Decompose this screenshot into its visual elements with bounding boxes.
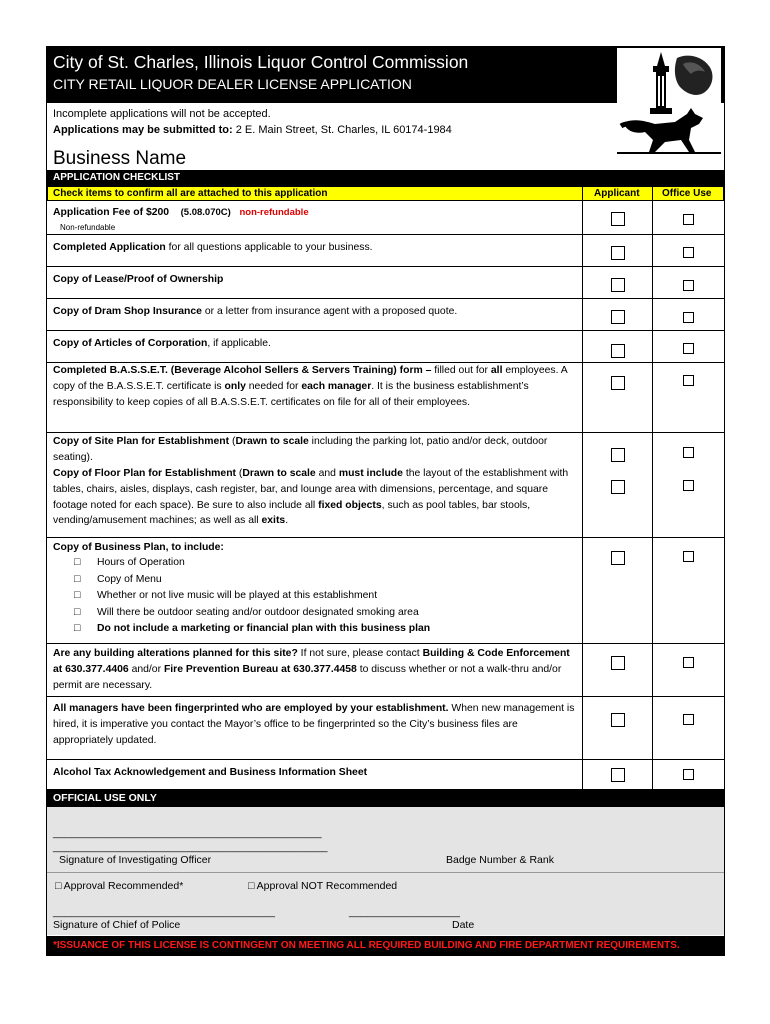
completed-application-title: Completed Application xyxy=(53,242,166,253)
office-checkbox-site-plan[interactable] xyxy=(683,447,694,458)
submit-address: 2 E. Main Street, St. Charles, IL 60174-1984 xyxy=(235,124,452,136)
floor-plan-title: Copy of Floor Plan for Establishment xyxy=(53,468,237,479)
official-use-heading: OFFICIAL USE ONLY xyxy=(53,792,157,804)
applicant-column-header: Applicant xyxy=(594,188,640,199)
row-divider xyxy=(47,537,724,538)
badge-signature-line[interactable]: _______________________________________________ xyxy=(53,841,328,853)
business-plan-item-label: Copy of Menu xyxy=(97,574,162,585)
floor-plan-emphasis: must include xyxy=(338,468,403,479)
site-plan-title: Copy of Site Plan for Establishment xyxy=(53,436,230,447)
site-plan-text: including the parking lot, patio and/or deck, outdoor seating). xyxy=(53,436,548,463)
row-divider xyxy=(47,298,724,299)
business-plan-item xyxy=(74,555,185,571)
date-line[interactable]: ___________________ xyxy=(349,906,460,918)
basset-row xyxy=(53,363,578,410)
applicant-checkbox-articles[interactable] xyxy=(611,344,625,358)
dram-shop-row xyxy=(53,304,578,320)
floor-plan-emphasis: fixed objects xyxy=(318,499,382,511)
alcohol-tax-row xyxy=(53,765,578,781)
submit-address-note xyxy=(53,124,452,136)
date-label: Date xyxy=(452,919,475,931)
completed-application-desc: for all questions applicable to your business. xyxy=(165,242,373,253)
floor-plan-emphasis: Drawn to scale xyxy=(242,468,316,479)
applicant-checkbox-floor-plan[interactable] xyxy=(611,480,625,494)
completed-application-row xyxy=(53,240,578,256)
fee-title: Application Fee of $200 xyxy=(53,207,170,218)
business-plan-item xyxy=(74,621,430,637)
form-subtitle: CITY RETAIL LIQUOR DEALER LICENSE APPLICATION xyxy=(53,76,412,92)
business-plan-row xyxy=(53,540,578,556)
column-divider xyxy=(652,201,653,789)
basset-text: needed for xyxy=(245,380,302,392)
form-title: City of St. Charles, Illinois Liquor Control Commission xyxy=(53,52,469,72)
fingerprint-row xyxy=(53,701,578,748)
row-divider xyxy=(47,266,724,267)
fingerprint-title: All managers have been fingerprinted who are employed by your establishment. xyxy=(53,703,449,714)
basset-emphasis: all xyxy=(490,365,503,376)
office-checkbox-business-plan[interactable] xyxy=(683,551,694,562)
checklist-heading: APPLICATION CHECKLIST xyxy=(53,172,181,183)
alterations-row xyxy=(53,646,578,693)
row-divider xyxy=(47,696,724,697)
basset-text: filled out for xyxy=(431,365,491,376)
fee-code: (5.08.070C) xyxy=(180,207,231,218)
bullet-checkbox-icon: □ xyxy=(74,623,81,634)
business-plan-item-label: Do not include a marketing or financial plan with this business plan xyxy=(97,623,431,634)
fee-row xyxy=(53,205,578,221)
applicant-checkbox-site-plan[interactable] xyxy=(611,448,625,462)
city-seal-logo xyxy=(617,48,721,164)
office-checkbox-fee[interactable] xyxy=(683,214,694,225)
dram-shop-desc: or a letter from insurance agent with a proposed quote. xyxy=(201,306,458,317)
approval-not-recommended-option[interactable]: □ Approval NOT Recommended xyxy=(248,880,398,892)
office-checkbox-basset[interactable] xyxy=(683,375,694,386)
fee-nonrefundable-note: Non-refundable xyxy=(60,223,116,232)
bullet-checkbox-icon: □ xyxy=(74,607,81,618)
applicant-checkbox-fee[interactable] xyxy=(611,212,625,226)
approval-recommended-option[interactable]: □ Approval Recommended* xyxy=(55,880,184,892)
office-checkbox-dram-shop[interactable] xyxy=(683,312,694,323)
badge-number-label: Badge Number & Rank xyxy=(446,854,554,866)
officer-signature-line[interactable]: ______________________________________________ xyxy=(53,827,322,839)
bullet-checkbox-icon: □ xyxy=(74,590,81,601)
alterations-phone-building: Building & Code Enforcement at 630.377.4406 xyxy=(53,648,570,675)
articles-row xyxy=(53,336,578,352)
issuance-notice: *ISSUANCE OF THIS LICENSE IS CONTINGENT ON MEETING ALL REQUIRED BUILDING AND FIRE DEPARTMENT REQUIREMENTS. xyxy=(53,940,680,951)
office-checkbox-alterations[interactable] xyxy=(683,657,694,668)
office-checkbox-fingerprint[interactable] xyxy=(683,714,694,725)
floor-plan-row xyxy=(53,466,578,529)
floor-plan-text: ( xyxy=(236,468,243,479)
basset-text: . It is the business establishment’s responsibility to keep copies of all B.A.S.S.E.T. certificates on file for all of their employees. xyxy=(53,380,529,408)
business-plan-item-label: Hours of Operation xyxy=(97,557,185,568)
fingerprint-text: When new management is hired, it is imperative you contact the Mayor’s office to be fingerprinted so the City’s business files are appropriately updated. xyxy=(53,703,575,746)
basset-emphasis: only xyxy=(224,380,246,392)
articles-desc: , if applicable. xyxy=(207,338,271,349)
business-plan-item-label: Whether or not live music will be played at this establishment xyxy=(97,590,378,601)
submit-label: Applications may be submitted to: xyxy=(53,124,233,136)
business-plan-title: Copy of Business Plan, to include: xyxy=(53,542,224,553)
alterations-text: If not sure, please contact xyxy=(297,648,423,659)
bullet-checkbox-icon: □ xyxy=(74,574,81,585)
floor-plan-text: the layout of the establishment with tables, chairs, aisles, displays, cash register, bar, and lounge area with dimensions, percentage, and square footage noted for each space). Be sure to also include all xyxy=(53,468,569,511)
applicant-checkbox-business-plan[interactable] xyxy=(611,551,625,565)
floor-plan-text: and xyxy=(315,468,339,479)
office-checkbox-completed-application[interactable] xyxy=(683,247,694,258)
floor-plan-text: . xyxy=(285,515,289,527)
articles-title: Copy of Articles of Corporation xyxy=(53,338,208,349)
row-divider xyxy=(47,643,724,644)
alcohol-tax-title: Alcohol Tax Acknowledgement and Business Information Sheet xyxy=(53,767,368,778)
chief-signature-label: Signature of Chief of Police xyxy=(53,919,181,931)
section-divider xyxy=(47,872,724,873)
alterations-title: Are any building alterations planned for this site? xyxy=(53,648,298,659)
office-checkbox-articles[interactable] xyxy=(683,343,694,354)
site-plan-text: ( xyxy=(229,436,236,447)
office-checkbox-alcohol-tax[interactable] xyxy=(683,769,694,780)
column-divider xyxy=(582,201,583,789)
applicant-checkbox-completed-application[interactable] xyxy=(611,246,625,260)
lease-title: Copy of Lease/Proof of Ownership xyxy=(53,274,224,285)
applicant-checkbox-basset[interactable] xyxy=(611,376,625,390)
lease-row xyxy=(53,272,578,288)
dram-shop-title: Copy of Dram Shop Insurance xyxy=(53,306,202,317)
row-divider xyxy=(47,759,724,760)
alterations-text: and/or xyxy=(128,663,164,675)
office-use-column-header: Office Use xyxy=(662,188,712,199)
applicant-checkbox-fingerprint[interactable] xyxy=(611,713,625,727)
row-divider xyxy=(47,432,724,433)
basset-text: employees. A copy of the B.A.S.S.E.T. certificate is xyxy=(53,365,568,392)
business-plan-item xyxy=(74,572,162,588)
business-plan-item xyxy=(74,588,377,604)
office-checkbox-lease[interactable] xyxy=(683,280,694,291)
chief-signature-line[interactable]: ______________________________________ xyxy=(53,906,275,918)
applicant-checkbox-dram-shop[interactable] xyxy=(611,310,625,324)
business-plan-item-label: Will there be outdoor seating and/or outdoor designated smoking area xyxy=(97,607,419,618)
basset-title: Completed B.A.S.S.E.T. (Beverage Alcohol Sellers & Servers Training) form – xyxy=(53,365,432,376)
business-name-label: Business Name xyxy=(53,148,187,169)
applicant-checkbox-alterations[interactable] xyxy=(611,656,625,670)
business-plan-item xyxy=(74,605,419,621)
alterations-phone-fire: Fire Prevention Bureau at 630.377.4458 xyxy=(163,663,357,675)
incomplete-note: Incomplete applications will not be accepted. xyxy=(53,108,271,120)
site-plan-row xyxy=(53,434,578,466)
checklist-instruction: Check items to confirm all are attached to this application xyxy=(53,188,328,199)
fee-nonrefundable: non-refundable xyxy=(239,207,309,218)
floor-plan-text: , such as pool tables, bar stools, vending/amusement machines; as well as all xyxy=(53,499,531,527)
officer-signature-label: Signature of Investigating Officer xyxy=(59,854,212,866)
bullet-checkbox-icon: □ xyxy=(74,557,81,568)
floor-plan-emphasis: exits xyxy=(261,515,286,527)
site-plan-emphasis: Drawn to scale xyxy=(235,436,309,447)
applicant-checkbox-alcohol-tax[interactable] xyxy=(611,768,625,782)
row-divider xyxy=(47,330,724,331)
basset-emphasis: each manager xyxy=(301,380,372,392)
alterations-text: to discuss whether or not a walk-thru and/or permit are necessary. xyxy=(53,663,562,691)
applicant-checkbox-lease[interactable] xyxy=(611,278,625,292)
office-checkbox-floor-plan[interactable] xyxy=(683,480,694,491)
